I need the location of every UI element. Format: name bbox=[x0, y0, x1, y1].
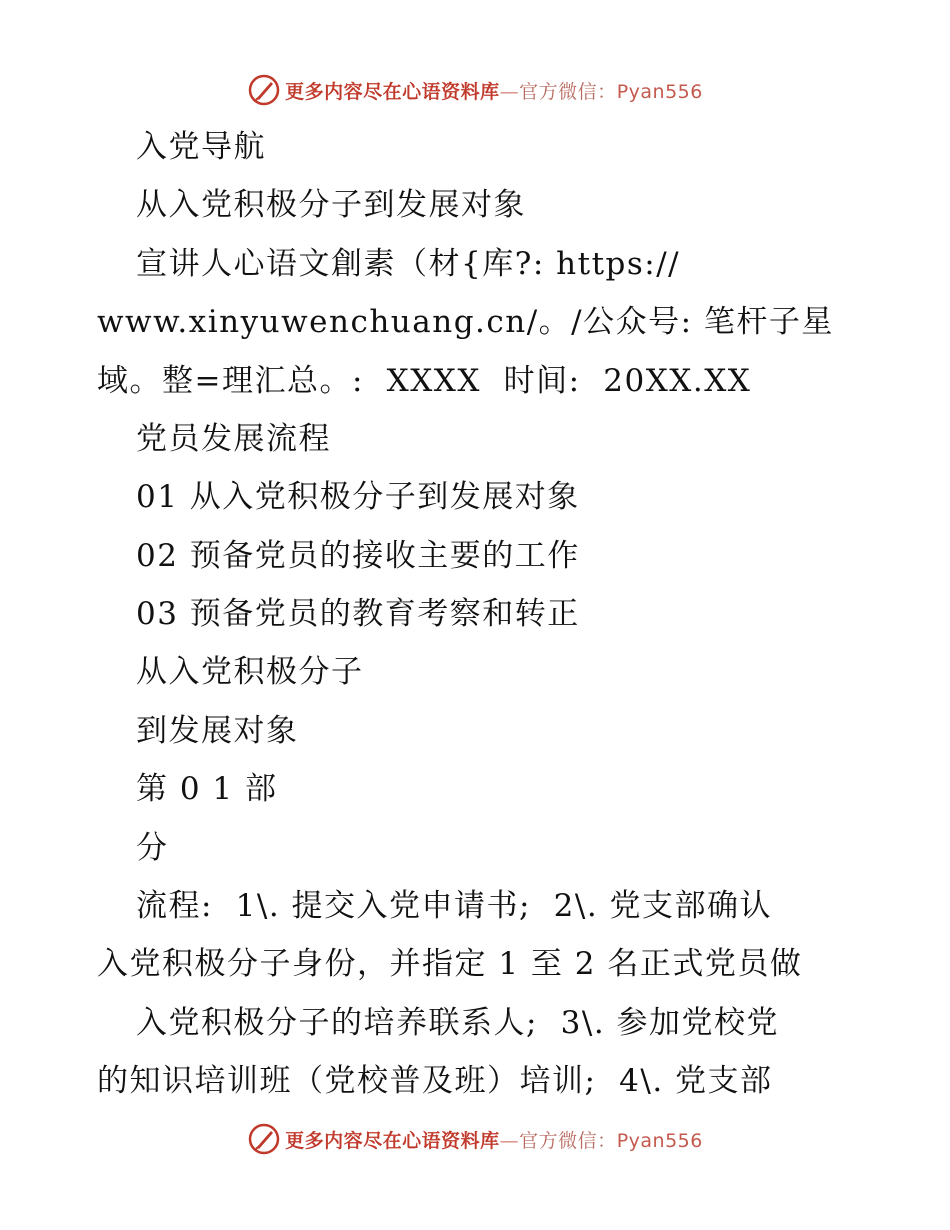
watermark-dash: — bbox=[499, 1129, 520, 1152]
watermark-main-text: 更多内容尽在心语资料库 bbox=[285, 1129, 500, 1152]
watermark-sub-text: 官方微信： bbox=[519, 1129, 617, 1152]
quill-pen-logo-icon bbox=[247, 1122, 281, 1156]
text-line: 03 预备党员的教育考察和转正 bbox=[136, 596, 580, 632]
text-line: 入党积极分子身份，并指定 1 至 2 名正式党员做 bbox=[97, 946, 803, 982]
text-line: 的知识培训班（党校普及班）培训; 4\. 党支部 bbox=[97, 1063, 773, 1099]
text-line: 从入党积极分子到发展对象 bbox=[136, 187, 526, 223]
watermark-sub-text: 官方微信： bbox=[519, 80, 617, 103]
text-line: 流程: 1\. 提交入党申请书; 2\. 党支部确认 bbox=[136, 888, 773, 924]
text-line: 入党导航 bbox=[136, 129, 266, 165]
text-line: 分 bbox=[136, 830, 169, 866]
text-line: www.xinyuwenchuang.cn/。/公众号: 笔杆子星 bbox=[97, 304, 834, 340]
watermark-wechat-id: Pyan556 bbox=[616, 80, 703, 103]
text-line: 02 预备党员的接收主要的工作 bbox=[136, 538, 580, 574]
watermark-footer bbox=[0, 1119, 950, 1159]
watermark-wechat-id: Pyan556 bbox=[616, 1129, 703, 1152]
text-line: 到发展对象 bbox=[136, 713, 299, 749]
watermark-header bbox=[0, 70, 950, 110]
text-line: 宣讲人心语文創素（材{库?: https:// bbox=[136, 246, 681, 282]
quill-pen-logo-icon bbox=[247, 73, 281, 107]
watermark-dash: — bbox=[499, 80, 520, 103]
text-line: 从入党积极分子 bbox=[136, 654, 364, 690]
text-line: 党员发展流程 bbox=[136, 421, 331, 457]
text-line: 第 0 1 部 bbox=[136, 771, 278, 807]
text-line: 入党积极分子的培养联系人; 3\. 参加党校党 bbox=[136, 1005, 780, 1041]
watermark-main-text: 更多内容尽在心语资料库 bbox=[285, 80, 500, 103]
text-line: 01 从入党积极分子到发展对象 bbox=[136, 479, 580, 515]
text-line: 域。整=理汇总。: XXXX 时间: 20XX.XX bbox=[97, 363, 752, 399]
